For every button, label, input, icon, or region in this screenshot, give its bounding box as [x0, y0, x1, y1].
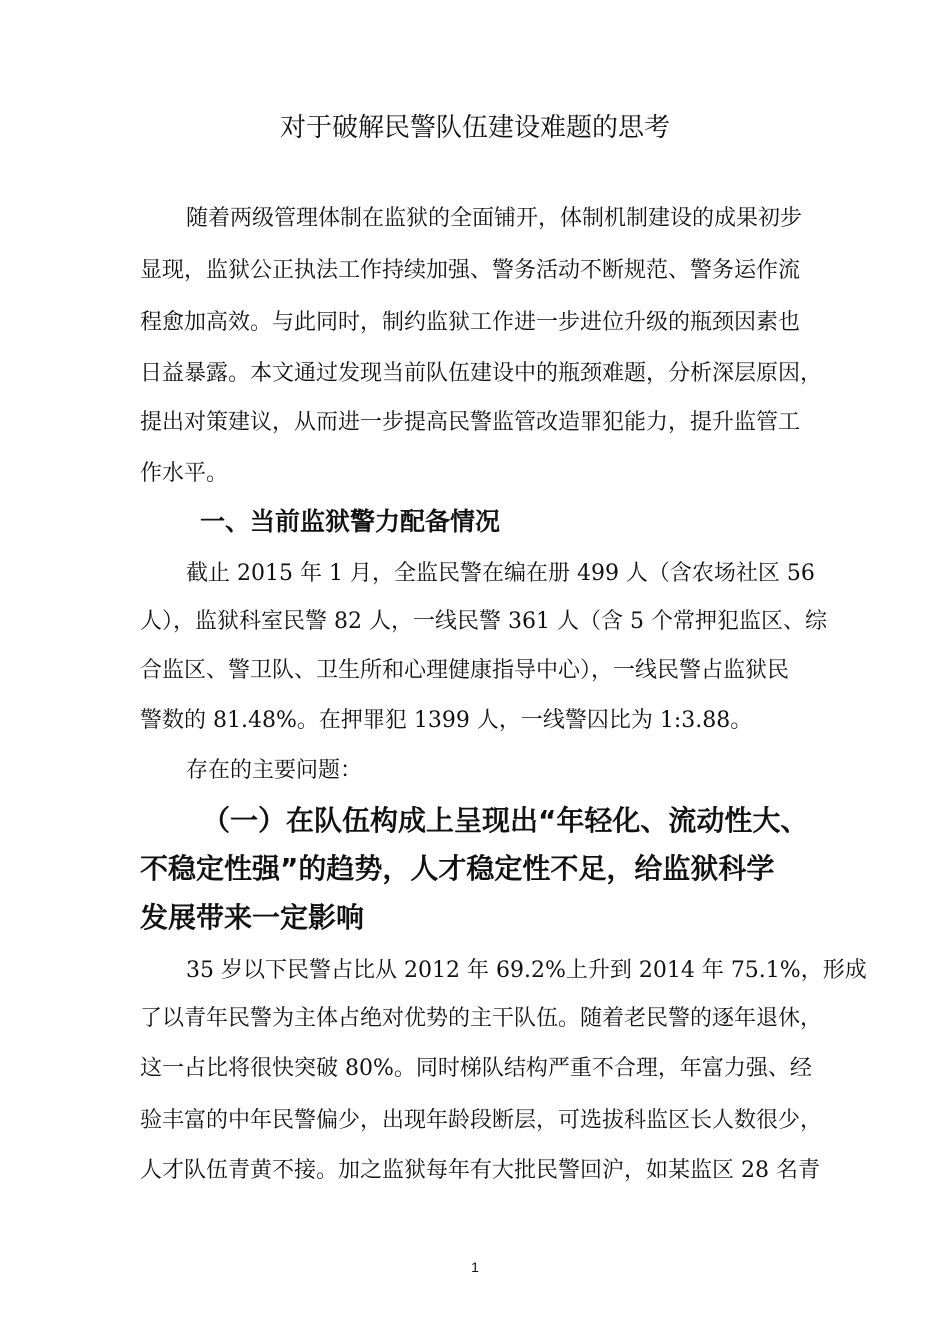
- intro-line: 日益暴露。本文通过发现当前队伍建设中的瓶颈难题，分析深层原因，: [140, 361, 823, 386]
- subsection-heading-line: 不稳定性强”的趋势，人才稳定性不足，给监狱科学: [140, 852, 775, 885]
- subsection-heading-line: （一）在队伍构成上呈现出“年轻化、流动性大、: [202, 804, 809, 837]
- intro-line: 提出对策建议，从而进一步提高民警监管改造罪犯能力，提升监管工: [140, 410, 801, 435]
- section-line: 合监区、警卫队、卫生所和心理健康指导中心），一线民警占监狱民: [140, 658, 790, 683]
- section-line: 警数的 81.48%。在押罪犯 1399 人，一线警囚比为 1:3.88。: [140, 708, 753, 733]
- intro-line: 随着两级管理体制在监狱的全面铺开，体制机制建设的成果初步: [186, 206, 803, 231]
- document-title: 对于破解民警队伍建设难题的思考: [279, 113, 670, 143]
- section-line: 存在的主要问题：: [186, 758, 363, 783]
- body-line: 人才队伍青黄不接。加之监狱每年有大批民警回沪，如某监区 28 名青: [140, 1158, 820, 1183]
- section-heading: 一、当前监狱警力配备情况: [200, 507, 501, 536]
- intro-line: 显现，监狱公正执法工作持续加强、警务活动不断规范、警务运作流: [140, 258, 801, 283]
- body-line: 了以青年民警为主体占绝对优势的主干队伍。随着老民警的逐年退休，: [140, 1006, 823, 1031]
- body-line: 验丰富的中年民警偏少，出现年龄段断层，可选拔科监区长人数很少，: [140, 1108, 823, 1133]
- intro-line: 作水平。: [140, 461, 229, 486]
- section-line: 截止 2015 年 1 月，全监民警在编在册 499 人（含农场社区 56: [186, 561, 815, 586]
- page-number: 1: [471, 1259, 479, 1275]
- body-line: 35 岁以下民警占比从 2012 年 69.2%上升到 2014 年 75.1%，形成: [186, 958, 867, 983]
- section-line: 人），监狱科室民警 82 人，一线民警 361 人（含 5 个常押犯监区、综: [140, 609, 827, 634]
- intro-line: 程愈加高效。与此同时，制约监狱工作进一步进位升级的瓶颈因素也: [140, 310, 801, 335]
- subsection-heading-line: 发展带来一定影响: [140, 901, 365, 934]
- body-line: 这一占比将很快突破 80%。同时梯队结构严重不合理，年富力强、经: [140, 1056, 812, 1081]
